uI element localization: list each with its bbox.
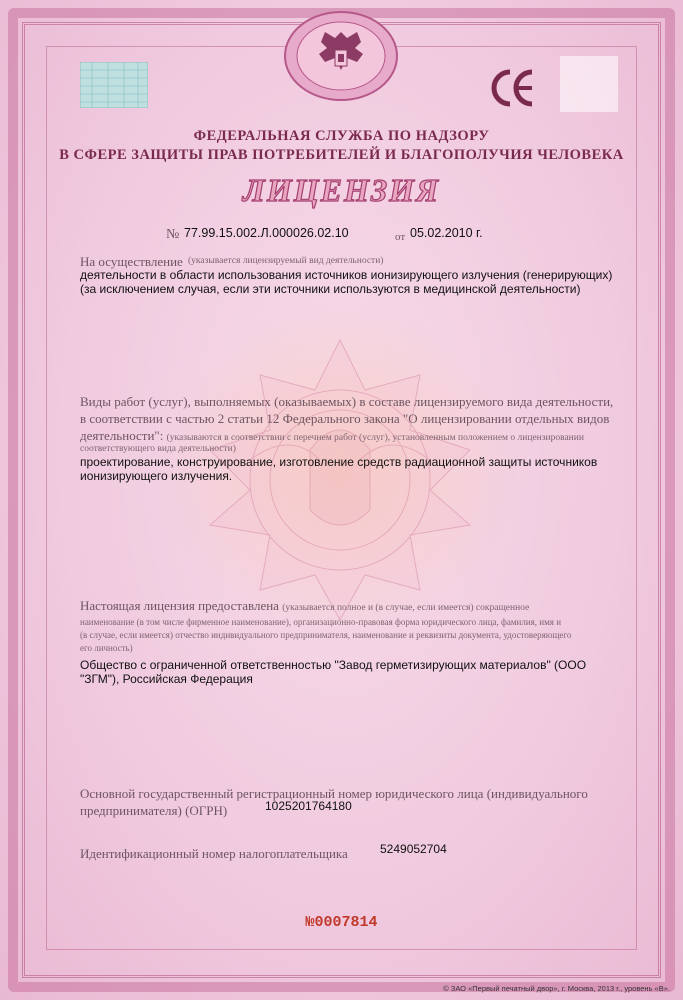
works-value-line2: ионизирующего излучения. xyxy=(80,469,233,483)
works-text-line3-main: деятельности": xyxy=(80,428,164,443)
licensee-hint-line3: (в случае, если имеется) отчество индивидуального предпринимателя, наименование и реквизиты документа, удостоверяющего xyxy=(80,630,572,640)
activity-hint: (указывается лицензируемый вид деятельности) xyxy=(188,256,384,266)
ogrn-value: 1025201764180 xyxy=(265,799,352,813)
document-title: ЛИЦЕНЗИЯ xyxy=(242,172,441,208)
double-headed-eagle-emblem-icon xyxy=(282,10,400,102)
works-text-line2: в соответствии с частью 2 статьи 12 Федерального закона "О лицензировании отдельных видов xyxy=(80,411,610,426)
agency-name-line2: В СФЕРЕ ЗАЩИТЫ ПРАВ ПОТРЕБИТЕЛЕЙ И БЛАГОПОЛУЧИЯ ЧЕЛОВЕКА xyxy=(59,147,624,163)
works-value-line1: проектирование, конструирование, изготовление средств радиационной защиты источников xyxy=(80,455,598,469)
licensee-hint-line4: его личность) xyxy=(80,643,133,653)
licensee-label: Настоящая лицензия предоставлена xyxy=(80,598,279,613)
ogrn-label-line1: Основной государственный регистрационный номер юридического лица (индивидуального xyxy=(80,786,588,801)
works-hint-line1: (указываются в соответствии с перечнем работ (услуг), установленным положением о лицензировании xyxy=(166,433,584,443)
date-prefix: от xyxy=(395,231,406,243)
works-text-line1: Виды работ (услуг), выполняемых (оказываемых) в составе лицензируемого вида деятельности, xyxy=(80,394,614,409)
activity-value-line1: деятельности в области использования источников ионизирующего излучения (генерирующих) xyxy=(80,268,613,282)
licensee-value-line2: "ЗГМ"), Российская Федерация xyxy=(80,672,253,686)
form-serial-number: №0007814 xyxy=(305,914,378,931)
licensee-hint-line1: (указывается полное и (в случае, если имеется) сокращенное xyxy=(282,603,530,613)
watermark-emblem-icon xyxy=(190,330,490,630)
inn-label: Идентификационный номер налогоплательщика xyxy=(80,846,348,861)
hologram-sticker-icon xyxy=(80,62,148,108)
activity-value-line2: (за исключением случая, если эти источники используются в медицинской деятельности) xyxy=(80,282,581,296)
agency-name-line1: ФЕДЕРАЛЬНАЯ СЛУЖБА ПО НАДЗОРУ xyxy=(193,128,490,144)
blank-stamp-area xyxy=(560,56,618,112)
license-number: 77.99.15.002.Л.000026.02.10 xyxy=(184,226,349,240)
activity-label: На осуществление xyxy=(80,254,183,269)
printer-footer: © ЗАО «Первый печатный двор», г. Москва, 2013 г., уровень «В». xyxy=(443,984,670,993)
licensee-value-line1: Общество с ограниченной ответственностью "Завод герметизирующих материалов" (ООО xyxy=(80,658,587,672)
ogrn-label-line2: предпринимателя) (ОГРН) xyxy=(80,803,228,818)
inn-value: 5249052704 xyxy=(380,842,447,856)
licensee-label-line xyxy=(80,598,529,616)
license-date: 05.02.2010 г. xyxy=(410,226,483,240)
licensee-hint-line2: наименование (в том числе фирменное наименование), организационно-правовая форма юридического лица, фамилия, имя и xyxy=(80,617,562,627)
ce-mark-icon xyxy=(484,66,550,110)
number-prefix: № xyxy=(166,227,180,242)
works-hint-line2: соответствующего вида деятельности) xyxy=(80,444,236,454)
